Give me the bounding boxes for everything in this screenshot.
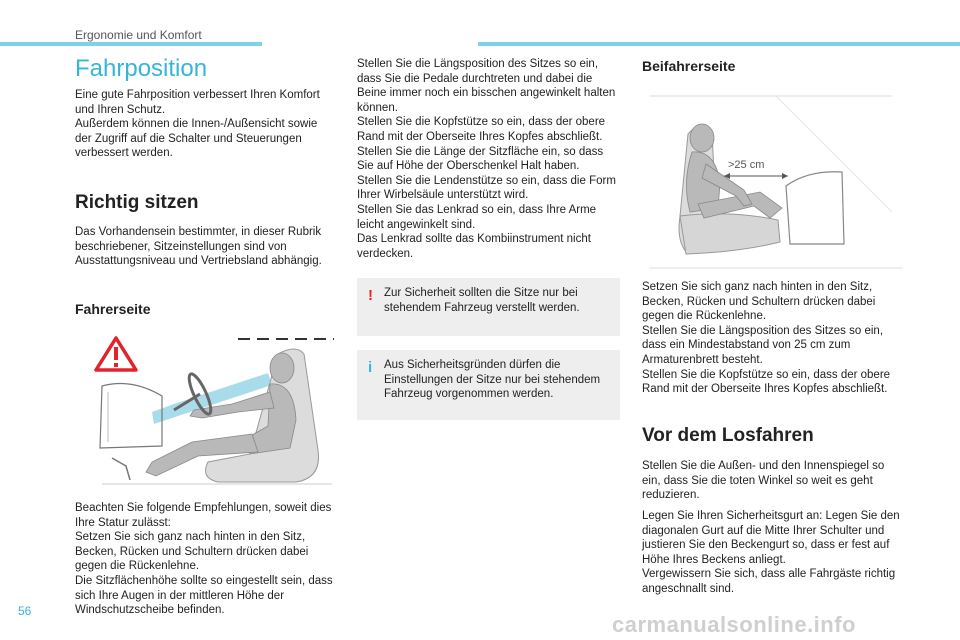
intro-text: Eine gute Fahrposition verbessert Ihren Komfort und Ihren Schutz. Außerdem können die Innen-/Außensicht sowie der Zugriff auf die Schalter und Steuerungen verbessert werden. (75, 89, 320, 160)
info-mark-icon: i (368, 359, 373, 376)
page-title: Fahrposition (75, 55, 208, 82)
passenger-seat-illustration (640, 92, 902, 270)
distance-label: >25 cm (728, 159, 765, 171)
driver-seat-illustration (82, 330, 338, 488)
sitting-text: Das Vorhandensein bestimmter, in dieser Rubrik beschriebener, Sitzeinstellungen sind von Ausstattungsniveau und Vertriebsland abhängig. (75, 226, 322, 268)
warning-triangle-icon (96, 338, 136, 370)
before-driving-text-1: Stellen Sie die Außen- und den Innenspiegel so ein, dass Sie die toten Winkel so weit es geht reduzieren. (642, 460, 885, 502)
seat-adjustment-text: Stellen Sie die Längsposition des Sitzes so ein, dass Sie die Pedale durchtreten und dabei die Beine immer noch ein bisschen angewinkelt halten können. Stellen Sie die Kopfstütze so ein, dass der obere Rand mit der Oberseite Ihres Kopfes abschließt. Stellen Sie die Länge der Sitzfläche ein, so dass Sie auf Höhe der Oberschenkel Halt haben. Stellen Sie die Lendenstütze so ein, dass die Form Ihrer Wirbelsäule unterstützt wird. Stellen Sie das Lenkrad so ein, dass Ihre Arme leicht angewinkelt sind. Das Lenkrad sollte das Kombiinstrument nicht verdecken. (357, 58, 616, 260)
seat-shape (206, 349, 319, 482)
header-accent-bar-left (0, 42, 262, 46)
heading-richtig-sitzen: Richtig sitzen (75, 192, 199, 213)
before-driving-text-2: Legen Sie Ihren Sicherheitsgurt an: Legen Sie den diagonalen Gurt auf die Mitte Ihrer Schulter und justieren Sie den Beckengurt so, dass er fest auf Höhe Ihres Beckens anliegt. Vergewissern Sie sich, dass alle Fahrgäste richtig angeschnallt sind. (642, 510, 900, 595)
warning-text: Zur Sicherheit sollten die Sitze nur bei stehendem Fahrzeug verstellt werden. (384, 287, 580, 314)
passenger-figure (686, 124, 782, 218)
passenger-dashboard-outline (786, 172, 844, 244)
info-box (357, 350, 620, 420)
section-label: Ergonomie und Komfort (75, 28, 202, 42)
warning-box (357, 278, 620, 336)
info-text: Aus Sicherheitsgründen dürfen die Einstellungen der Sitze nur bei stehendem Fahrzeug vorgenommen werden. (384, 359, 601, 401)
watermark-text: carmanualsonline.info (612, 612, 856, 637)
warning-mark-icon: ! (368, 287, 373, 304)
passenger-text: Setzen Sie sich ganz nach hinten in den Sitz, Becken, Rücken und Schultern drücken dabei gegen die Rückenlehne. Stellen Sie die Längsposition des Sitzes so ein, dass ein Mindestabstand von 25 cm zum Armaturenbrett besteht. Stellen Sie die Kopfstütze so ein, dass der obere Rand mit der Oberseite Ihres Kopfes abschließt. (642, 281, 891, 396)
heading-vor-dem-losfahren: Vor dem Losfahren (642, 425, 814, 446)
page-number: 56 (18, 604, 32, 618)
heading-beifahrerseite: Beifahrerseite (642, 58, 736, 74)
heading-fahrerseite: Fahrerseite (75, 301, 151, 317)
header-accent-bar-right (478, 42, 960, 46)
driver-text: Beachten Sie folgende Empfehlungen, soweit dies Ihre Statur zulässt: Setzen Sie sich ganz nach hinten in den Sitz, Becken, Rücken und Schultern drücken dabei gegen die Rückenlehne. Die Sitzflächenhöhe sollte so eingestellt sein, dass sich Ihre Augen in der mittleren Höhe der Windschutzscheibe befinden. (75, 502, 333, 617)
